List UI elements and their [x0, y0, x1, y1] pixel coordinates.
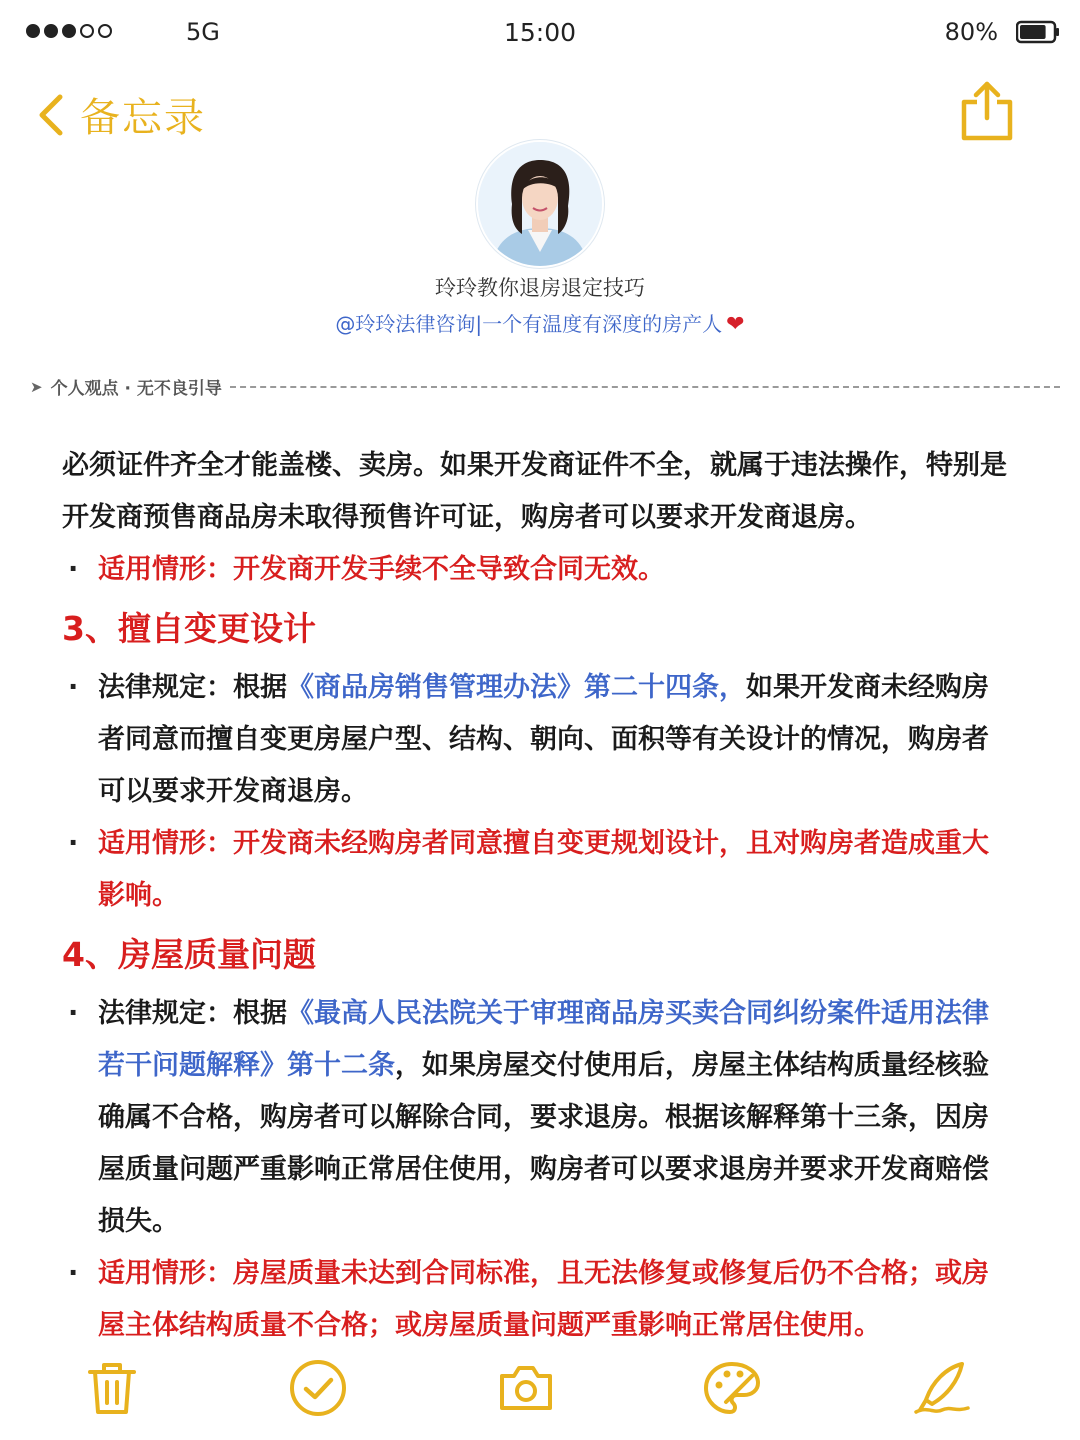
section-4-law: [62, 988, 1007, 1248]
law-reference: 《最高人民法院关于审理商品房买卖合同纠纷案件适用法律若干问题解释》第十二条: [98, 998, 989, 1081]
law-text: ，如果房屋交付使用后，房屋主体结构质量经核验确属不合格，购房者可以解除合同，要求退房。根据该解释第十三条，因房屋质量问题严重影响正常居住使用，购房者可以要求退房并要求开发商赔偿损失。: [98, 1050, 989, 1237]
network-type: 5G: [186, 18, 220, 46]
bullet-mark: ·: [68, 998, 79, 1029]
law-text: 如果开发商未经购房者同意而擅自变更房屋户型、结构、朝向、面积等有关设计的情况，购房者可以要求开发商退房。: [98, 672, 989, 807]
section-4-applicable: [62, 1248, 1007, 1352]
intro-paragraph: 必须证件齐全才能盖楼、卖房。如果开发商证件不全，就属于违法操作，特别是开发商预售商品房未取得预售许可证，购房者可以要求开发商退房。: [62, 450, 1007, 533]
bullet-mark: ·: [68, 672, 79, 703]
status-bar: [0, 0, 1080, 70]
bullet-text: 适用情形：开发商开发手续不全导致合同无效。: [98, 554, 665, 585]
section-3-applicable: [62, 818, 1007, 922]
bullet-mark: ·: [68, 828, 79, 859]
note-body[interactable]: [62, 440, 1007, 1352]
law-prefix: 法律规定：根据: [98, 998, 287, 1029]
profile-name: 玲玲教你退房退定技巧: [435, 276, 645, 300]
nav-bar: [0, 80, 1080, 150]
status-time: 15:00: [503, 18, 577, 47]
chevron-left-icon: [36, 93, 66, 137]
section-3-law: [62, 662, 1007, 818]
battery-icon: [1016, 20, 1060, 44]
divider-label: 个人观点 · 无不良引导: [50, 379, 222, 399]
section-3-heading: 3、擅自变更设计: [62, 609, 316, 648]
profile-handle: [0, 308, 1080, 337]
law-prefix: 法律规定：根据: [98, 672, 287, 703]
profile-handle-text: @玲玲法律咨询|一个有温度有深度的房产人: [335, 312, 723, 336]
camera-icon[interactable]: [496, 1358, 556, 1418]
dashed-line: [230, 386, 1060, 388]
heart-icon: ❤: [726, 312, 745, 337]
bullet-mark: ·: [68, 554, 79, 585]
section-4-heading: 4、房屋质量问题: [62, 935, 316, 974]
bullet-applicable-1: [62, 544, 1007, 596]
share-icon[interactable]: [960, 80, 1014, 142]
avatar: [478, 142, 602, 266]
checkmark-circle-icon[interactable]: [288, 1358, 348, 1418]
applicable-text: 适用情形：开发商未经购房者同意擅自变更规划设计，且对购房者造成重大影响。: [98, 828, 989, 911]
law-reference: 《商品房销售管理办法》第二十四条，: [287, 672, 746, 703]
arrow-icon: ➤: [30, 377, 43, 396]
battery-percent: 80%: [944, 18, 998, 46]
palette-icon[interactable]: [702, 1358, 762, 1418]
bottom-toolbar: [0, 1350, 1080, 1430]
applicable-text: 适用情形：房屋质量未达到合同标准，且无法修复或修复后仍不合格；或房屋主体结构质量不合格；或房屋质量问题严重影响正常居住使用。: [98, 1258, 989, 1341]
back-label: 备忘录: [80, 95, 206, 141]
section-divider: [30, 374, 1060, 399]
back-button[interactable]: [36, 86, 206, 143]
bullet-mark: ·: [68, 1258, 79, 1289]
pen-icon[interactable]: [912, 1358, 972, 1418]
trash-icon[interactable]: [82, 1358, 142, 1418]
